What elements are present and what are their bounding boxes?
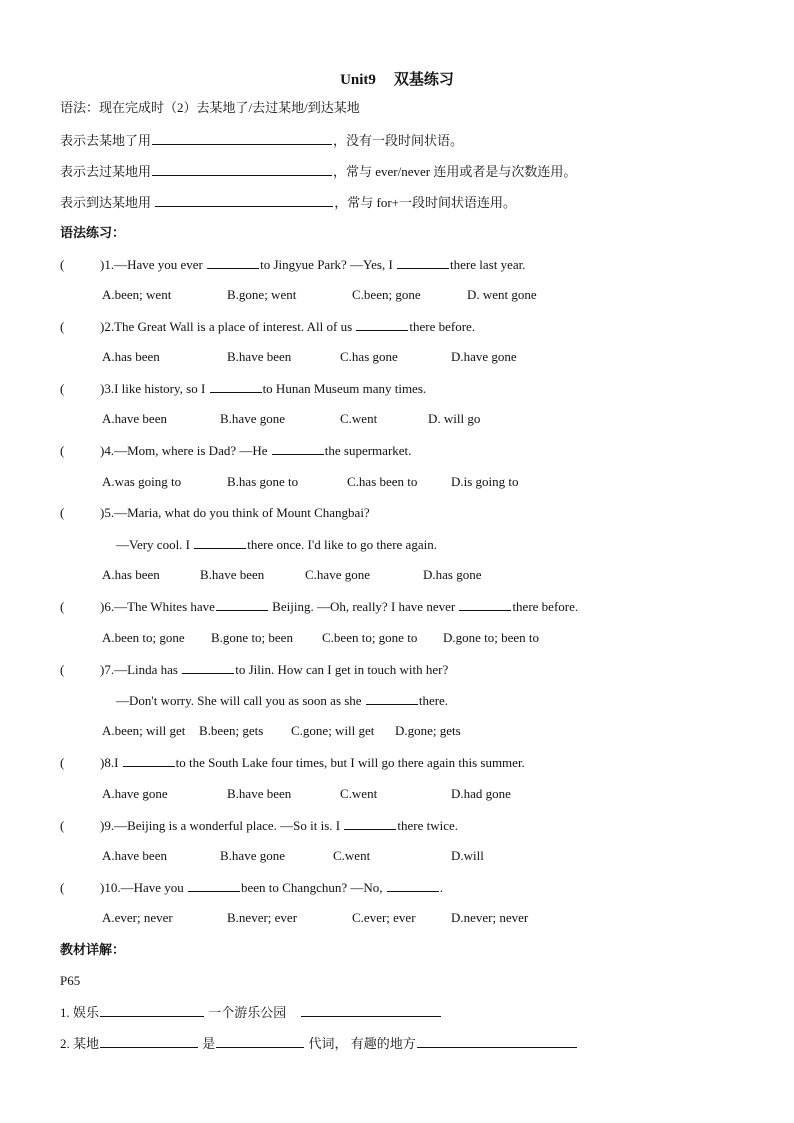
vocab-item-1: 1. 娱乐 一个游乐公园 bbox=[60, 1004, 442, 1021]
option-c[interactable]: C.been to; gone to bbox=[322, 630, 418, 645]
question-5-line-2: —Very cool. I there once. I'd like to go there again. bbox=[116, 537, 437, 552]
answer-blank[interactable] bbox=[152, 132, 332, 145]
unit-label: Unit9 bbox=[340, 72, 376, 88]
option-a[interactable]: A.been; went bbox=[102, 287, 172, 302]
option-d[interactable]: D.never; never bbox=[451, 910, 529, 925]
option-d[interactable]: D.is going to bbox=[451, 474, 519, 489]
answer-blank[interactable] bbox=[207, 256, 259, 269]
question-9: ( )9.—Beijing is a wonderful place. —So it is. I there twice. bbox=[60, 818, 458, 833]
option-d[interactable]: D.gone to; been to bbox=[443, 630, 540, 645]
option-c[interactable]: C.gone; will get bbox=[291, 723, 375, 738]
option-b[interactable]: B.have been bbox=[227, 786, 292, 801]
option-d[interactable]: D.will bbox=[451, 848, 484, 863]
option-d[interactable]: D.have gone bbox=[451, 349, 517, 364]
option-a[interactable]: A.been to; gone bbox=[102, 630, 185, 645]
question-6: ( )6.—The Whites have Beijing. —Oh, really? I have never there before. bbox=[60, 599, 579, 614]
answer-blank[interactable] bbox=[152, 163, 332, 176]
title-name: 双基练习 bbox=[393, 72, 454, 88]
answer-blank[interactable] bbox=[387, 879, 439, 892]
answer-blank[interactable] bbox=[417, 1035, 577, 1048]
option-d[interactable]: D.gone; gets bbox=[395, 723, 461, 738]
question-8: ( )8.I to the South Lake four times, but I will go there again this summer. bbox=[60, 755, 525, 770]
answer-blank[interactable] bbox=[123, 754, 175, 767]
textbook-heading: 教材详解： bbox=[60, 942, 126, 957]
question-1: ( )1.—Have you ever to Jingyue Park? —Yes, I there last year. bbox=[60, 257, 526, 272]
answer-blank[interactable] bbox=[155, 194, 333, 207]
option-b[interactable]: B.gone; went bbox=[227, 287, 297, 302]
option-a[interactable]: A.was going to bbox=[102, 474, 182, 489]
option-c[interactable]: C.has gone bbox=[340, 349, 398, 364]
answer-blank[interactable] bbox=[459, 598, 511, 611]
page-title bbox=[0, 68, 794, 89]
option-a[interactable]: A.have been bbox=[102, 848, 167, 863]
option-b[interactable]: B.has gone to bbox=[227, 474, 299, 489]
answer-blank[interactable] bbox=[356, 318, 408, 331]
option-b[interactable]: B.never; ever bbox=[227, 910, 298, 925]
option-d[interactable]: D. went gone bbox=[467, 287, 537, 302]
answer-blank[interactable] bbox=[100, 1004, 204, 1017]
option-c[interactable]: C.has been to bbox=[347, 474, 418, 489]
answer-blank[interactable] bbox=[194, 536, 246, 549]
answer-blank[interactable] bbox=[301, 1004, 441, 1017]
option-b[interactable]: B.have been bbox=[227, 349, 292, 364]
grammar-rule-1: 表示去某地了用 ，没有一段时间状语。 bbox=[60, 133, 464, 148]
answer-blank[interactable] bbox=[216, 1035, 304, 1048]
option-b[interactable]: B.gone to; been bbox=[211, 630, 293, 645]
question-7-line-2: —Don't worry. She will call you as soon as she there. bbox=[116, 693, 449, 708]
answer-blank[interactable] bbox=[100, 1035, 198, 1048]
option-b[interactable]: B.have been bbox=[200, 567, 265, 582]
grammar-rule-3: 表示到达某地用 ，常与 for+一段时间状语连用。 bbox=[60, 195, 517, 210]
option-d[interactable]: D.had gone bbox=[451, 786, 511, 801]
answer-blank[interactable] bbox=[366, 692, 418, 705]
question-3: ( )3.I like history, so I to Hunan Museum many times. bbox=[60, 381, 427, 396]
answer-blank[interactable] bbox=[210, 380, 262, 393]
option-c[interactable]: C.went bbox=[340, 411, 378, 426]
answer-blank[interactable] bbox=[188, 879, 240, 892]
option-a[interactable]: A.have gone bbox=[102, 786, 168, 801]
option-c[interactable]: C.been; gone bbox=[352, 287, 421, 302]
option-d[interactable]: D. will go bbox=[428, 411, 481, 426]
question-2: ( )2.The Great Wall is a place of interest. All of us there before. bbox=[60, 319, 476, 334]
answer-blank[interactable] bbox=[397, 256, 449, 269]
question-4: ( )4.—Mom, where is Dad? —He the supermarket. bbox=[60, 443, 412, 458]
page-reference: P65 bbox=[60, 973, 81, 988]
option-c[interactable]: C.went bbox=[333, 848, 371, 863]
option-b[interactable]: B.have gone bbox=[220, 411, 285, 426]
grammar-heading: 语法：现在完成时（2）去某地了/去过某地/到达某地 bbox=[60, 100, 360, 115]
question-7: ( )7.—Linda has to Jilin. How can I get in touch with her? bbox=[60, 662, 449, 677]
option-c[interactable]: C.ever; ever bbox=[352, 910, 416, 925]
grammar-rule-2: 表示去过某地用 ，常与 ever/never 连用或者是与次数连用。 bbox=[60, 164, 577, 179]
answer-blank[interactable] bbox=[272, 442, 324, 455]
option-a[interactable]: A.have been bbox=[102, 411, 167, 426]
answer-blank[interactable] bbox=[216, 598, 268, 611]
answer-blank[interactable] bbox=[182, 661, 234, 674]
option-a[interactable]: A.has been bbox=[102, 567, 160, 582]
question-10: ( )10.—Have you been to Changchun? —No, . bbox=[60, 880, 444, 895]
practice-heading: 语法练习： bbox=[60, 225, 126, 240]
option-b[interactable]: B.have gone bbox=[220, 848, 285, 863]
option-d[interactable]: D.has gone bbox=[423, 567, 482, 582]
option-a[interactable]: A.been; will get bbox=[102, 723, 186, 738]
option-b[interactable]: B.been; gets bbox=[199, 723, 264, 738]
answer-blank[interactable] bbox=[344, 817, 396, 830]
option-c[interactable]: C.have gone bbox=[305, 567, 370, 582]
question-5: ( )5.—Maria, what do you think of Mount Changbai? bbox=[60, 505, 370, 520]
vocab-item-2: 2. 某地 是 代词， 有趣的地方 bbox=[60, 1035, 578, 1052]
option-c[interactable]: C.went bbox=[340, 786, 378, 801]
option-a[interactable]: A.ever; never bbox=[102, 910, 173, 925]
option-a[interactable]: A.has been bbox=[102, 349, 160, 364]
